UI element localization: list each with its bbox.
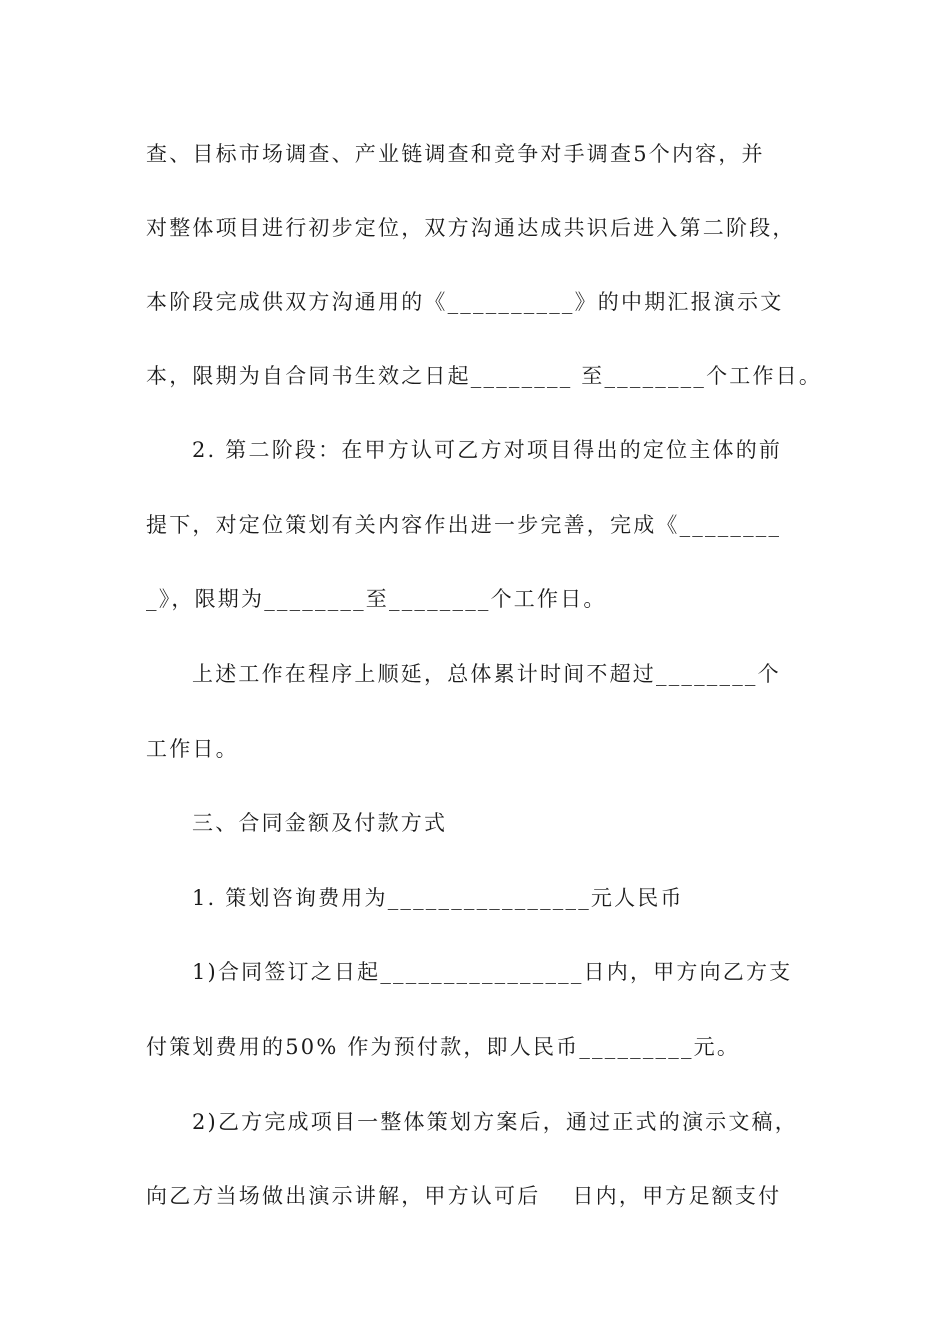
paragraph-line: _》，限期为________至________个工作日。 bbox=[146, 587, 607, 611]
paragraph-line: 查、目标市场调查、产业链调查和竞争对手调查5个内容，并 bbox=[146, 142, 765, 166]
paragraph-line: 对整体项目进行初步定位，双方沟通达成共识后进入第二阶段， bbox=[146, 216, 796, 240]
paragraph-line: 付策划费用的50% 作为预付款，即人民币_________元。 bbox=[146, 1035, 741, 1059]
paragraph-line: 上述工作在程序上顺延，总体累计时间不超过________个 bbox=[192, 662, 781, 686]
paragraph-line: 2. 第二阶段：在甲方认可乙方对项目得出的定位主体的前 bbox=[192, 438, 783, 462]
paragraph-line: 提下，对定位策划有关内容作出进一步完善，完成《________ bbox=[146, 513, 782, 537]
paragraph-line: 1)合同签订之日起________________日内，甲方向乙方支 bbox=[192, 960, 793, 984]
paragraph-line: 1. 策划咨询费用为________________元人民币 bbox=[192, 886, 684, 910]
section-heading: 三、合同金额及付款方式 bbox=[192, 811, 448, 835]
paragraph-line: 2)乙方完成项目一整体策划方案后，通过正式的演示文稿， bbox=[192, 1110, 798, 1134]
paragraph-line: 工作日。 bbox=[146, 737, 239, 761]
paragraph-line: 本，限期为自合同书生效之日起________ 至________个工作日。 bbox=[146, 364, 823, 388]
paragraph-line: 向乙方当场做出演示讲解，甲方认可后 日内，甲方足额支付 bbox=[146, 1184, 782, 1208]
paragraph-line: 本阶段完成供双方沟通用的《__________》的中期汇报演示文 bbox=[146, 290, 784, 314]
